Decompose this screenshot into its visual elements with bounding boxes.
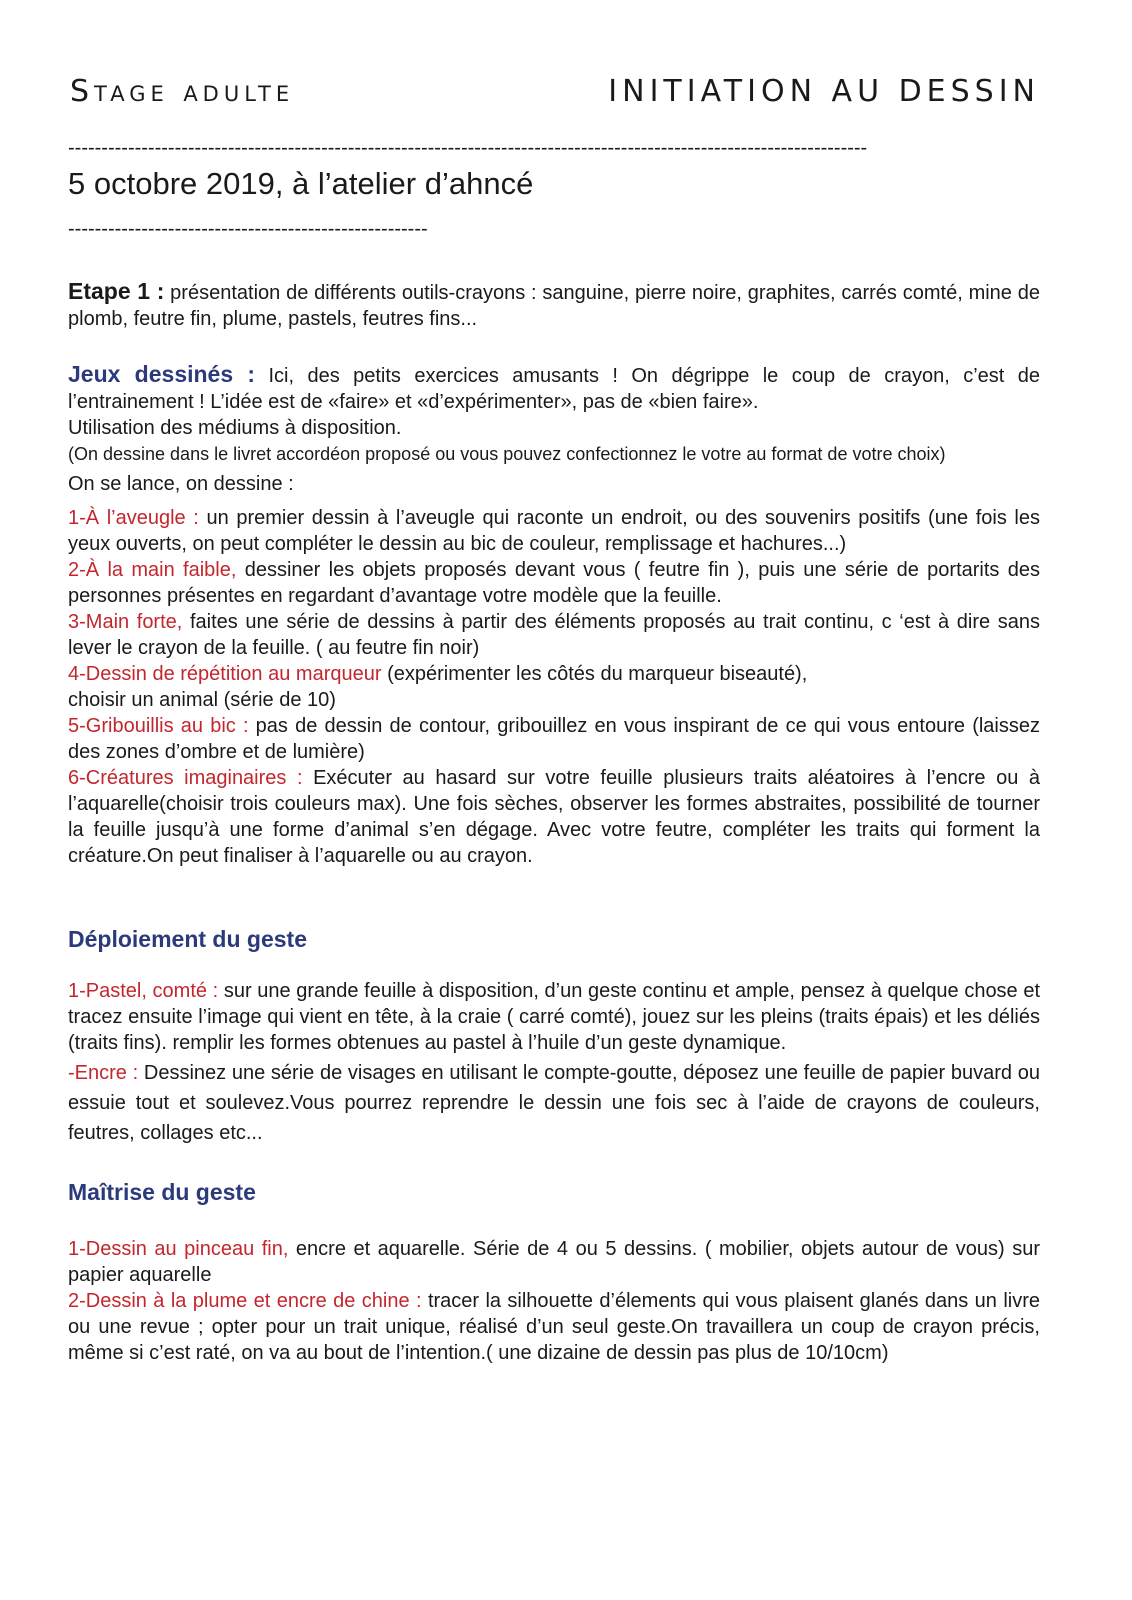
jeux-intro: On se lance, on dessine : xyxy=(68,473,294,495)
jeux-note: (On dessine dans le livret accordéon proposé ou vous pouvez confectionnez le votre au format de votre choix) xyxy=(68,444,946,464)
jeux-line2: Utilisation des médiums à disposition. xyxy=(68,417,402,439)
divider-long: ------------------------------------------------------------------------------------------------------------------------ xyxy=(68,138,868,158)
jeux-item: 6-Créatures imaginaires : Exécuter au hasard sur votre feuille plusieurs traits aléatoires à l’encre ou à l’aquarelle(choisir trois couleurs max). Une fois sèches, observer les formes abstraites, possibilité de tourner la feuille jusqu’à une forme d’animal s’en dégage. Avec votre feutre, compléter les traits qui forment la créature.On peut finaliser à l’aquarelle ou au crayon. xyxy=(68,767,1041,867)
header-left-title: Stage adulte xyxy=(70,74,295,109)
deploiement-item: -Encre : Dessinez une série de visages en utilisant le compte-goutte, déposez une feuille de papier buvard ou essuie tout et soulevez.Vous pourrez reprendre le dessin une fois sec à l’aide de crayons de couleurs, feutres, collages etc... xyxy=(68,1062,1040,1144)
deploiement-item: 1-Pastel, comté : sur une grande feuille à disposition, d’un geste continu et ample, pensez à quelque chose et tracez ensuite l’image qui vient en tête, à la craie ( carré comté), jouez sur les pleins (traits épais) et les déliés (traits fins). remplir les formes obtenues au pastel à l’huile d’un geste dynamique. xyxy=(68,980,1040,1054)
maitrise-item: 2-Dessin à la plume et encre de chine : tracer la silhouette d’élements qui vous plaisent glanés dans un livre ou une revue ; opter pour un trait unique, réalisé d’un seul geste.On travaillera un coup de crayon précis, même si c’est raté, on va au bout de l’intention.( une dizaine de dessin pas plus de 10/10cm) xyxy=(68,1290,1040,1364)
jeux-label: Jeux dessinés : xyxy=(68,361,256,387)
maitrise-item: 1-Dessin au pinceau fin, encre et aquarelle. Série de 4 ou 5 dessins. ( mobilier, objets autour de vous) sur papier aquarelle xyxy=(68,1238,1040,1286)
deploiement-title: Déploiement du geste xyxy=(68,926,307,952)
deploiement-section xyxy=(68,926,1040,1148)
etape1-section xyxy=(68,278,1040,332)
jeux-item: 2-À la main faible, dessiner les objets proposés devant vous ( feutre fin ), puis une série de portarits des personnes présentes en regardant d’avantage votre modèle que la feuille. xyxy=(68,559,1041,607)
etape1-text: présentation de différents outils-crayons : sanguine, pierre noire, graphites, carrés comté, mine de plomb, feutre fin, plume, pastels, feutres fins... xyxy=(68,282,1040,330)
etape1-label: Etape 1 : xyxy=(68,278,165,304)
jeux-item: 3-Main forte, faites une série de dessins à partir des éléments proposés au trait continu, c ‘est à dire sans lever le crayon de la feuille. ( au feutre fin noir) xyxy=(68,611,1040,659)
divider-short: ------------------------------------------------------ xyxy=(68,219,428,239)
jeux-item: 5-Gribouillis au bic : pas de dessin de contour, gribouillez en vous inspirant de ce qui vous entoure (laissez des zones d’ombre et de lumière) xyxy=(68,715,1040,763)
jeux-item: 4-Dessin de répétition au marqueur (expérimenter les côtés du marqueur biseauté), choisir un animal (série de 10) xyxy=(68,663,808,711)
maitrise-section xyxy=(68,1179,1040,1366)
header-right-title: INITIATION AU DESSIN xyxy=(608,74,1040,109)
jeux-section xyxy=(68,361,1040,869)
jeux-text: Ici, des petits exercices amusants ! On dégrippe le coup de crayon, c’est de l’entrainement ! L’idée est de «faire» et «d’expérimenter», pas de «bien faire». xyxy=(68,365,1040,413)
jeux-item: 1-À l’aveugle : un premier dessin à l’aveugle qui raconte un endroit, ou des souvenirs positifs (une fois les yeux ouverts, on peut compléter le dessin au bic de couleur, remplissage et hachures...) xyxy=(68,507,1040,555)
session-date: 5 octobre 2019, à l’atelier d’ahncé xyxy=(68,166,534,201)
maitrise-title: Maîtrise du geste xyxy=(68,1179,256,1205)
